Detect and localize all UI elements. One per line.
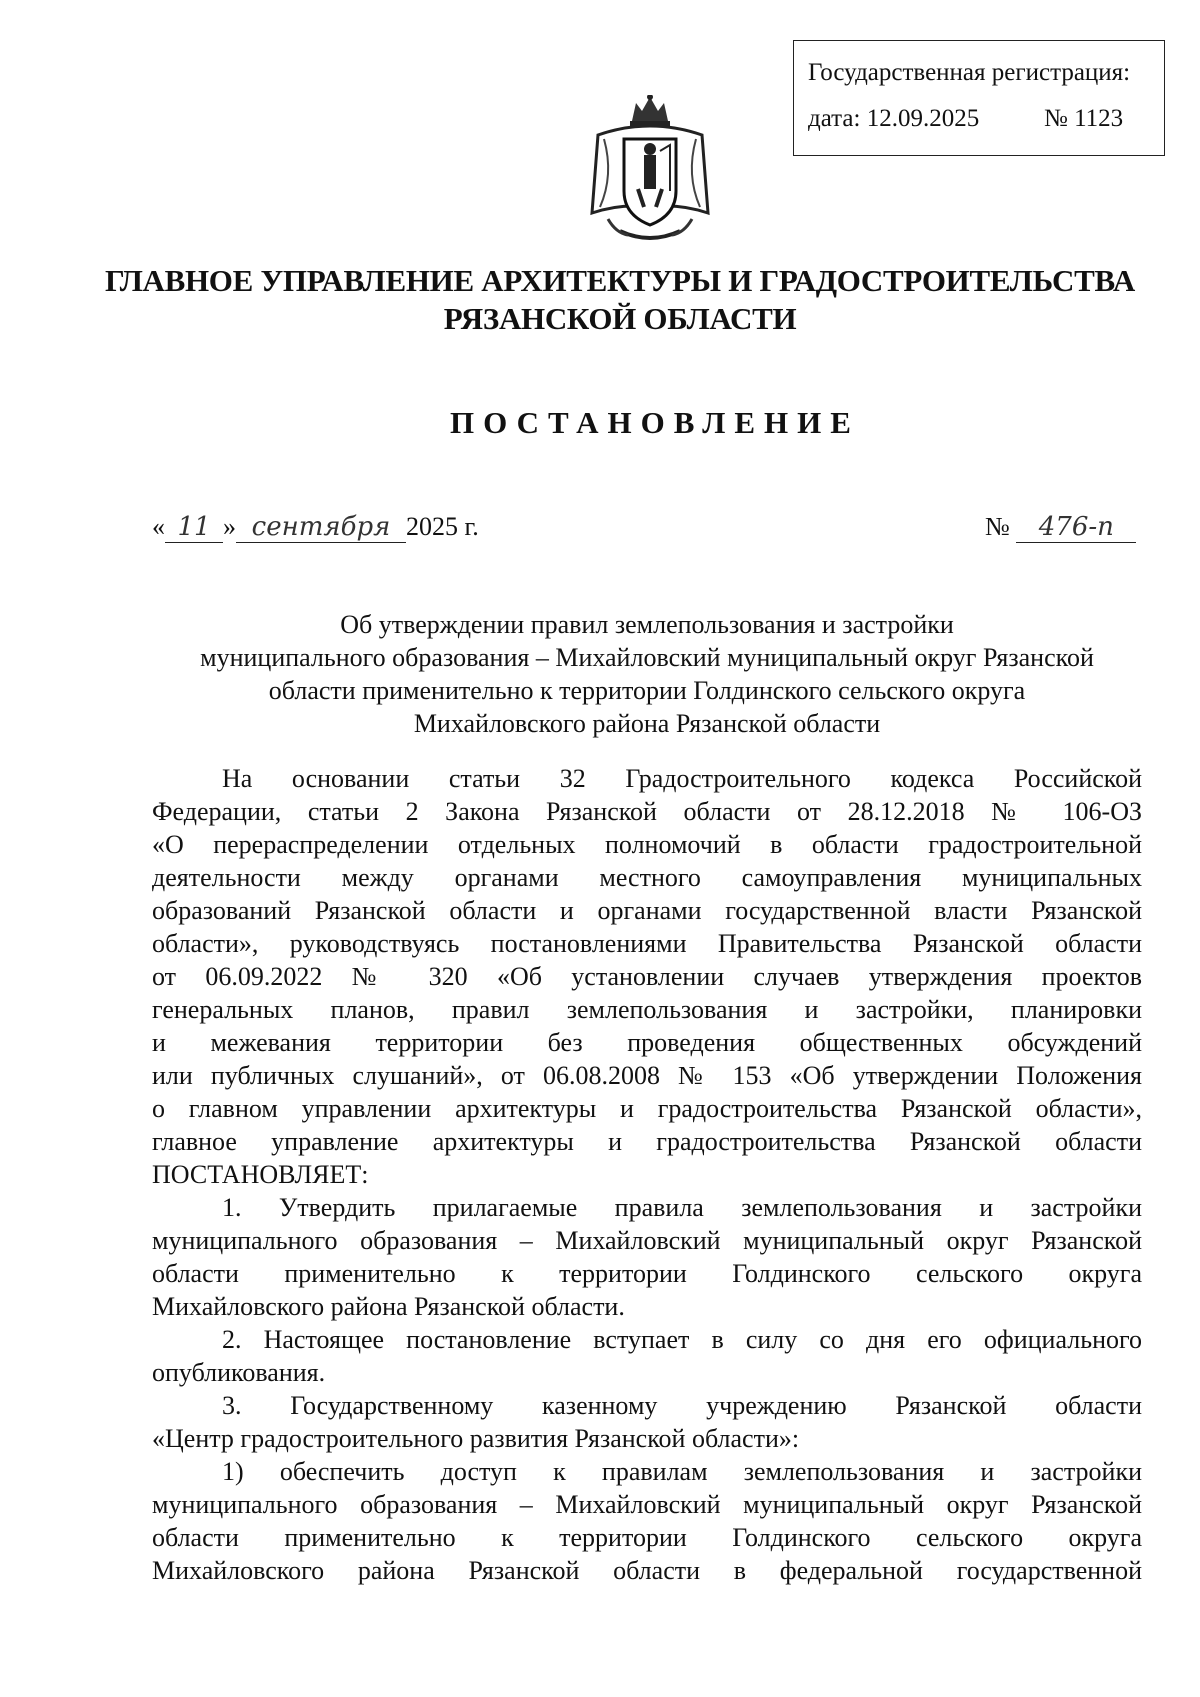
date-month: сентября (236, 512, 406, 543)
body-line: муниципального образования – Михайловский муниципальный округ Рязанской (152, 1226, 1142, 1255)
date-year: 2025 г. (406, 512, 479, 541)
subject-line: Об утверждении правил землепользования и застройки (340, 610, 954, 639)
issue-date (152, 512, 479, 543)
body-line: от 06.09.2022 № 320 «Об установлении случаев утверждения проектов (152, 962, 1142, 991)
body-line: 1) обеспечить доступ к правилам землепользования и застройки (222, 1457, 1142, 1486)
date-open-quote: « (152, 512, 165, 541)
date-day: 11 (165, 512, 223, 543)
coat-of-arms-icon (580, 95, 720, 245)
document-number (985, 512, 1136, 543)
body-line: Федерации, статьи 2 Закона Рязанской области от 28.12.2018 № 106-ОЗ (152, 797, 1142, 826)
body-line: области применительно к территории Голдинского сельского округа (152, 1259, 1142, 1288)
registration-stamp (793, 40, 1165, 156)
document-type: ПОСТАНОВЛЕНИЕ (450, 405, 860, 440)
body-line: генеральных планов, правил землепользования и застройки, планировки (152, 995, 1142, 1024)
registration-title: Государственная регистрация: (808, 59, 1131, 86)
document-body (152, 762, 1142, 1587)
registration-date: дата: 12.09.2025 (808, 105, 980, 132)
body-line: области», руководствуясь постановлениями Правительства Рязанской области (152, 929, 1142, 958)
body-line: главное управление архитектуры и градостроительства Рязанской области (152, 1127, 1142, 1156)
body-line: ПОСТАНОВЛЯЕТ: (152, 1160, 369, 1189)
body-line: 3. Государственному казенному учреждению Рязанской области (222, 1391, 1142, 1420)
body-line: 1. Утвердить прилагаемые правила землепользования и застройки (222, 1193, 1142, 1222)
body-line: опубликования. (152, 1358, 326, 1387)
body-line: На основании статьи 32 Градостроительного кодекса Российской (222, 764, 1142, 793)
body-line: и межевания территории без проведения общественных обсуждений (152, 1028, 1142, 1057)
body-line: деятельности между органами местного самоуправления муниципальных (152, 863, 1142, 892)
body-line: или публичных слушаний», от 06.08.2008 № 153 «Об утверждении Положения (152, 1061, 1142, 1090)
body-line: Михайловского района Рязанской области. (152, 1292, 625, 1321)
body-line: «О перераспределении отдельных полномочий в области градостроительной (152, 830, 1142, 859)
body-line: Михайловского района Рязанской области в федеральной государственной (152, 1556, 1142, 1585)
body-line: «Центр градостроительного развития Рязанской области»: (152, 1424, 800, 1453)
body-line: муниципального образования – Михайловский муниципальный округ Рязанской (152, 1490, 1142, 1519)
registration-number: № 1123 (1044, 105, 1124, 132)
number-prefix: № (985, 512, 1010, 541)
body-line: 2. Настоящее постановление вступает в силу со дня его официального (222, 1325, 1142, 1354)
date-close-quote: » (223, 512, 236, 541)
organization-line-2: РЯЗАНСКОЙ ОБЛАСТИ (443, 301, 797, 336)
subject-line: области применительно к территории Голдинского сельского округа (268, 676, 1026, 705)
document-subject (152, 608, 1142, 740)
number-value: 476-п (1016, 512, 1136, 543)
organization-line-1: ГЛАВНОЕ УПРАВЛЕНИЕ АРХИТЕКТУРЫ И ГРАДОСТРОИТЕЛЬСТВА (104, 263, 1135, 298)
organization-name (100, 262, 1140, 338)
body-line: образований Рязанской области и органами государственной власти Рязанской (152, 896, 1142, 925)
subject-line: Михайловского района Рязанской области (413, 709, 881, 738)
subject-line: муниципального образования – Михайловский муниципальный округ Рязанской (200, 643, 1094, 672)
body-line: о главном управлении архитектуры и градостроительства Рязанской области», (152, 1094, 1142, 1123)
body-line: области применительно к территории Голдинского сельского округа (152, 1523, 1142, 1552)
